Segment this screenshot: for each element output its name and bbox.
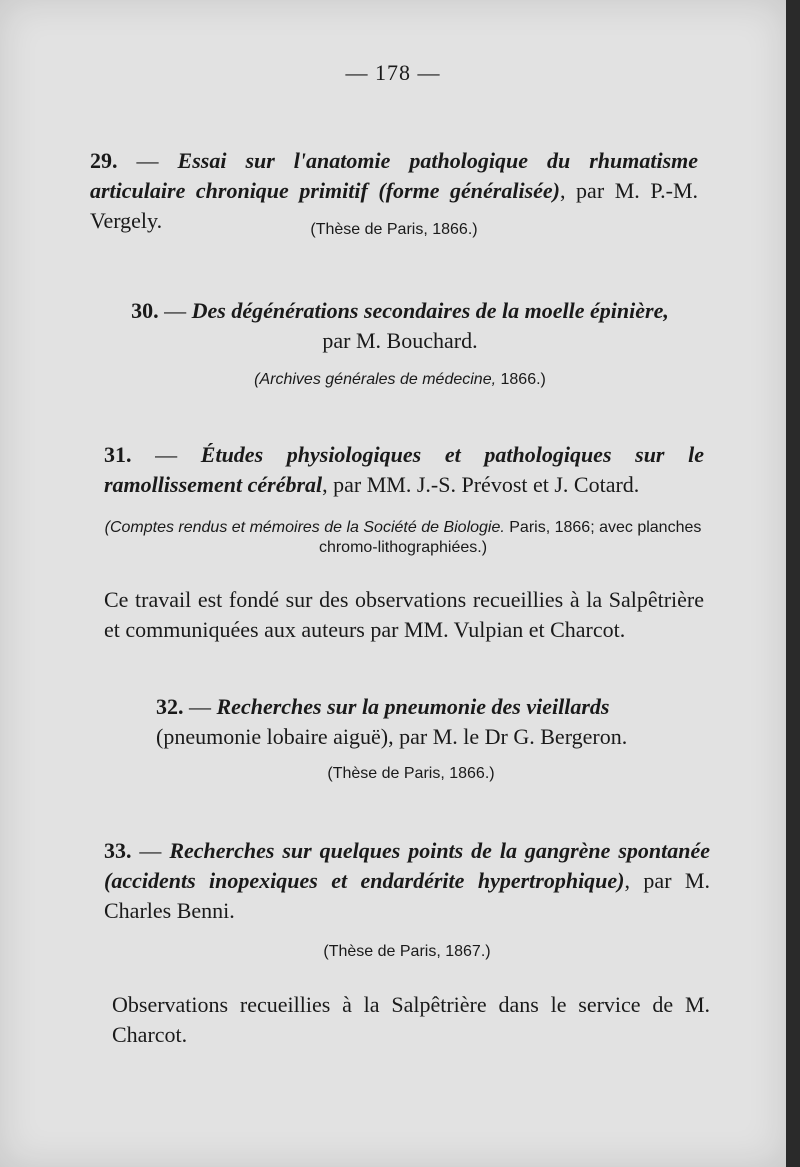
entry-title: Études physiologiques et pathologiques sur le ramollissement cérébral	[104, 442, 705, 497]
entry-authors: , par M. P.-M. Vergely.	[90, 178, 699, 233]
page-number: — 178 —	[345, 60, 441, 85]
source-year: 1866.)	[496, 371, 546, 388]
entry-number: 30.	[131, 298, 159, 323]
entry-33-source: (Thèse de Paris, 1867.)	[323, 943, 491, 960]
entry-32-source: (Thèse de Paris, 1866.)	[327, 765, 495, 782]
entry-dash: —	[139, 838, 162, 863]
entry-title: Des dégénérations secondaires de la moelle épinière,	[191, 298, 669, 323]
entry-number: 33.	[104, 838, 132, 863]
entry-authors: , par M. Charles Benni.	[104, 868, 710, 923]
entry-title: Essai sur l'anatomie pathologique du rhumatisme articulaire chronique primitif	[90, 148, 699, 203]
entry-dash: —	[136, 148, 159, 173]
source-details: Paris, 1866; avec planches chromo-lithographiées.)	[318, 519, 702, 556]
entry-title: Recherches sur quelques points de la gangrène spontanée (accidents inopexiques et endardérite hypertrophique)	[104, 838, 711, 893]
entry-33	[104, 836, 710, 926]
entry-authors: (pneumonie lobaire aiguë), par M. le Dr G. Bergeron.	[156, 724, 628, 749]
entry-dash: —	[164, 298, 187, 323]
entry-32	[156, 692, 686, 752]
entry-authors: par M. Bouchard.	[322, 328, 478, 353]
entry-number: 32.	[156, 694, 184, 719]
entry-30-source	[120, 370, 680, 390]
entry-31	[104, 440, 704, 500]
entry-title-paren: (forme généralisée)	[378, 178, 560, 203]
source-journal: (Archives générales de médecine,	[254, 371, 497, 388]
entry-authors: , par MM. J.-S. Prévost et J. Cotard.	[322, 472, 640, 497]
entry-title: Recherches sur la pneumonie des vieillards	[216, 694, 610, 719]
entry-31-source	[100, 518, 706, 558]
source-journal: (Comptes rendus et mémoires de la Société de Biologie.	[104, 519, 505, 536]
entry-dash: —	[155, 442, 178, 467]
entry-dash: —	[189, 694, 211, 719]
entry-number: 29.	[90, 148, 118, 173]
entry-29-source: (Thèse de Paris, 1866.)	[310, 221, 478, 238]
entry-30	[120, 296, 680, 356]
entry-33-note: Observations recueillies à la Salpêtrière dans le service de M. Charcot.	[112, 992, 710, 1047]
entry-number: 31.	[104, 442, 132, 467]
entry-31-note: Ce travail est fondé sur des observations recueillies à la Salpêtrière et communiquées aux auteurs par MM. Vulpian et Charcot.	[104, 587, 704, 642]
